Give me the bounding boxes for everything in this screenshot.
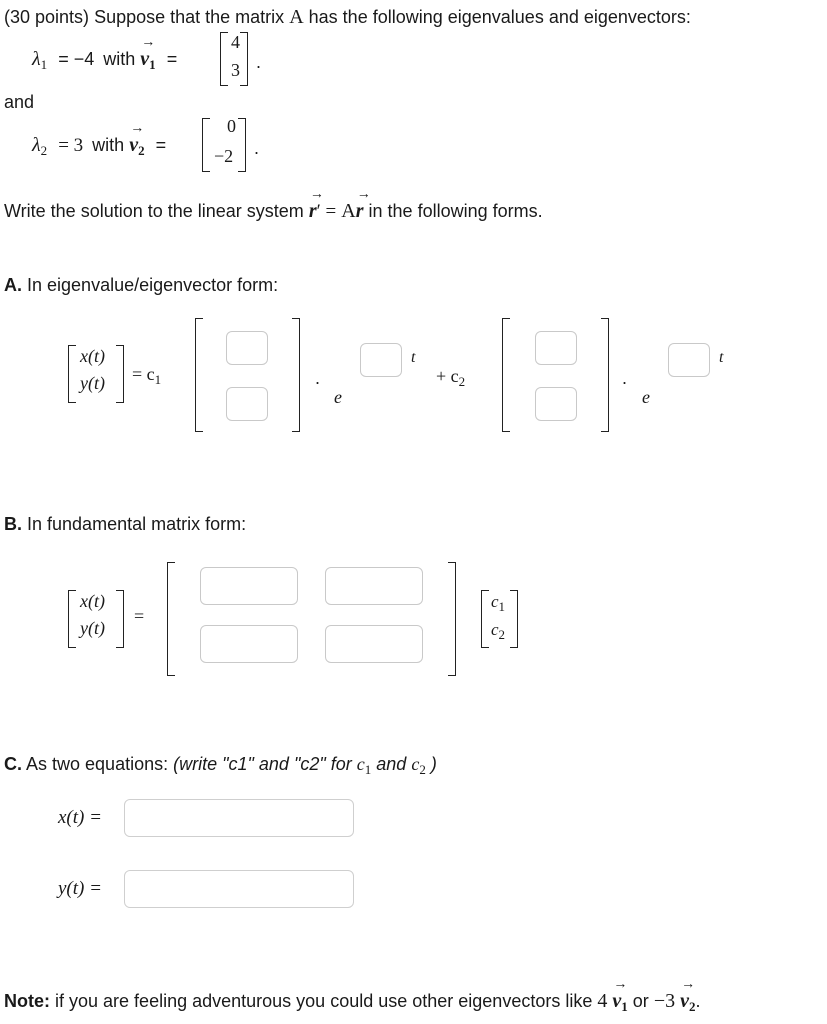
a-eq-c1 — [132, 364, 161, 385]
note-n1: 4 — [597, 990, 608, 1012]
a-xy-right-bracket — [116, 345, 124, 403]
a-t-1: t — [411, 349, 416, 366]
lambda-2-value: = 3 — [58, 135, 84, 156]
note-v2: → v — [680, 990, 689, 1013]
vector-r-2: → r — [356, 200, 364, 223]
b-c2-letter: c — [491, 620, 499, 639]
a-plus-c: + c — [436, 366, 459, 386]
b-xy-left-bracket — [68, 590, 76, 648]
b-c2-sub: 2 — [498, 627, 506, 642]
period-2: . — [254, 138, 260, 158]
equals-sign-2: = — [155, 135, 167, 155]
a-vec2-right-bracket — [601, 318, 609, 432]
eigen-1-line — [32, 48, 177, 71]
instruction-pre: Write the solution to the linear system — [4, 201, 304, 221]
note-line — [4, 990, 701, 1013]
c-x-equals: x(t) = — [58, 807, 102, 828]
note-v2-sub: 2 — [689, 999, 696, 1014]
b-matrix-11-input[interactable] — [200, 567, 298, 605]
a-c1-sub: 1 — [154, 372, 162, 387]
a-equals-c: = c — [132, 364, 155, 384]
a-exp2-input[interactable] — [668, 343, 710, 377]
c-y-equals: y(t) = — [58, 878, 102, 899]
b-matrix-left-bracket — [167, 562, 175, 676]
a-vec2-left-bracket — [502, 318, 510, 432]
lambda-2-sub: 2 — [40, 143, 48, 158]
intro-line — [4, 6, 691, 29]
b-xy-right-bracket — [116, 590, 124, 648]
instruction-line — [4, 200, 543, 223]
b-c1-sub: 1 — [498, 599, 506, 614]
part-c-c2-sub: 2 — [419, 762, 426, 777]
instruction-post: in the following forms. — [368, 201, 543, 221]
a-c2-sub: 2 — [458, 374, 466, 389]
c-x-input[interactable] — [124, 799, 354, 837]
with-word-2: with — [92, 135, 125, 155]
note-n2: −3 — [653, 990, 676, 1012]
a-vec1-bottom-input[interactable] — [226, 387, 268, 421]
matrix-symbol: A — [289, 6, 304, 28]
a-vec1-top-input[interactable] — [226, 331, 268, 365]
a-vec2-top-input[interactable] — [535, 331, 577, 365]
a-vec1-right-bracket — [292, 318, 300, 432]
vector-r: → r — [309, 200, 317, 223]
b-c2 — [491, 620, 505, 640]
b-matrix-12-input[interactable] — [325, 567, 423, 605]
b-c-left-bracket — [481, 590, 489, 648]
v1-entry-top: 4 — [231, 32, 240, 52]
a-exp1-input[interactable] — [360, 343, 402, 377]
part-c-close: ) — [430, 754, 437, 774]
equals-sign-1: = — [166, 49, 178, 69]
a-e-1: e — [334, 387, 342, 407]
b-x-of-t: x(t) — [80, 591, 105, 611]
b-c1 — [491, 592, 505, 612]
b-matrix-right-bracket — [448, 562, 456, 676]
vector-v2-sub: 2 — [138, 143, 145, 158]
and-word: and — [4, 92, 35, 112]
v2-entry-bottom: −2 — [214, 146, 234, 166]
b-matrix-22-input[interactable] — [325, 625, 423, 663]
part-a-heading — [4, 275, 278, 296]
lambda-2: λ — [32, 134, 41, 156]
a-period-2: . — [622, 368, 628, 388]
note-label: Note: — [4, 991, 50, 1011]
part-c-and: and — [376, 754, 407, 774]
v2-right-bracket — [238, 118, 246, 172]
lambda-1-sub: 1 — [40, 57, 48, 72]
vector-v1: → v — [140, 48, 149, 71]
b-y-of-t: y(t) — [80, 618, 105, 638]
b-equals: = — [134, 606, 145, 626]
part-c-text: As two equations: — [26, 754, 169, 774]
v1-right-bracket — [240, 32, 248, 86]
part-c-c2: c — [411, 754, 420, 774]
part-c-heading — [4, 754, 437, 775]
lambda-1: λ — [32, 48, 41, 70]
part-a-label: A. — [4, 275, 22, 295]
a-vec2-bottom-input[interactable] — [535, 387, 577, 421]
c-y-input[interactable] — [124, 870, 354, 908]
a-xy-left-bracket — [68, 345, 76, 403]
vector-v2: → v — [129, 134, 138, 157]
a-vec1-left-bracket — [195, 318, 203, 432]
part-b-label: B. — [4, 514, 22, 534]
eigen-2-line — [32, 134, 166, 157]
a-t-2: t — [719, 349, 724, 366]
v2-left-bracket — [202, 118, 210, 172]
a-e-2: e — [642, 387, 650, 407]
part-a-text: In eigenvalue/eigenvector form: — [27, 275, 279, 295]
b-c-right-bracket — [510, 590, 518, 648]
part-c-c1-sub: 1 — [364, 762, 372, 777]
note-end: . — [695, 991, 701, 1011]
with-word-1: with — [103, 49, 136, 69]
part-b-heading — [4, 514, 246, 535]
matrix-A: A — [341, 200, 356, 222]
note-or: or — [632, 991, 649, 1011]
period-1: . — [256, 52, 262, 72]
prime-equals: ′ = — [316, 201, 337, 222]
a-period-1: . — [315, 368, 321, 388]
a-plus-c2 — [436, 366, 465, 387]
part-b-text: In fundamental matrix form: — [27, 514, 247, 534]
part-c-c1: c — [356, 754, 365, 774]
v2-entry-top: 0 — [227, 116, 236, 136]
v1-left-bracket — [220, 32, 228, 86]
note-v1: → v — [612, 990, 621, 1013]
b-c1-letter: c — [491, 592, 499, 611]
b-matrix-21-input[interactable] — [200, 625, 298, 663]
a-x-of-t: x(t) — [80, 346, 105, 366]
part-c-hint: (write "c1" and "c2" for — [173, 754, 352, 774]
vector-v1-sub: 1 — [149, 57, 156, 72]
intro-text: Suppose that the matrix — [94, 7, 285, 27]
note-v1-sub: 1 — [621, 999, 628, 1014]
part-c-label: C. — [4, 754, 22, 774]
lambda-1-value: = −4 — [58, 49, 95, 69]
a-y-of-t: y(t) — [80, 373, 105, 393]
v1-entry-bottom: 3 — [231, 60, 240, 80]
points-label: (30 points) — [4, 7, 90, 27]
intro-text-2: has the following eigenvalues and eigenvectors: — [308, 7, 691, 27]
note-text: if you are feeling adventurous you could use other eigenvectors like — [55, 991, 593, 1011]
